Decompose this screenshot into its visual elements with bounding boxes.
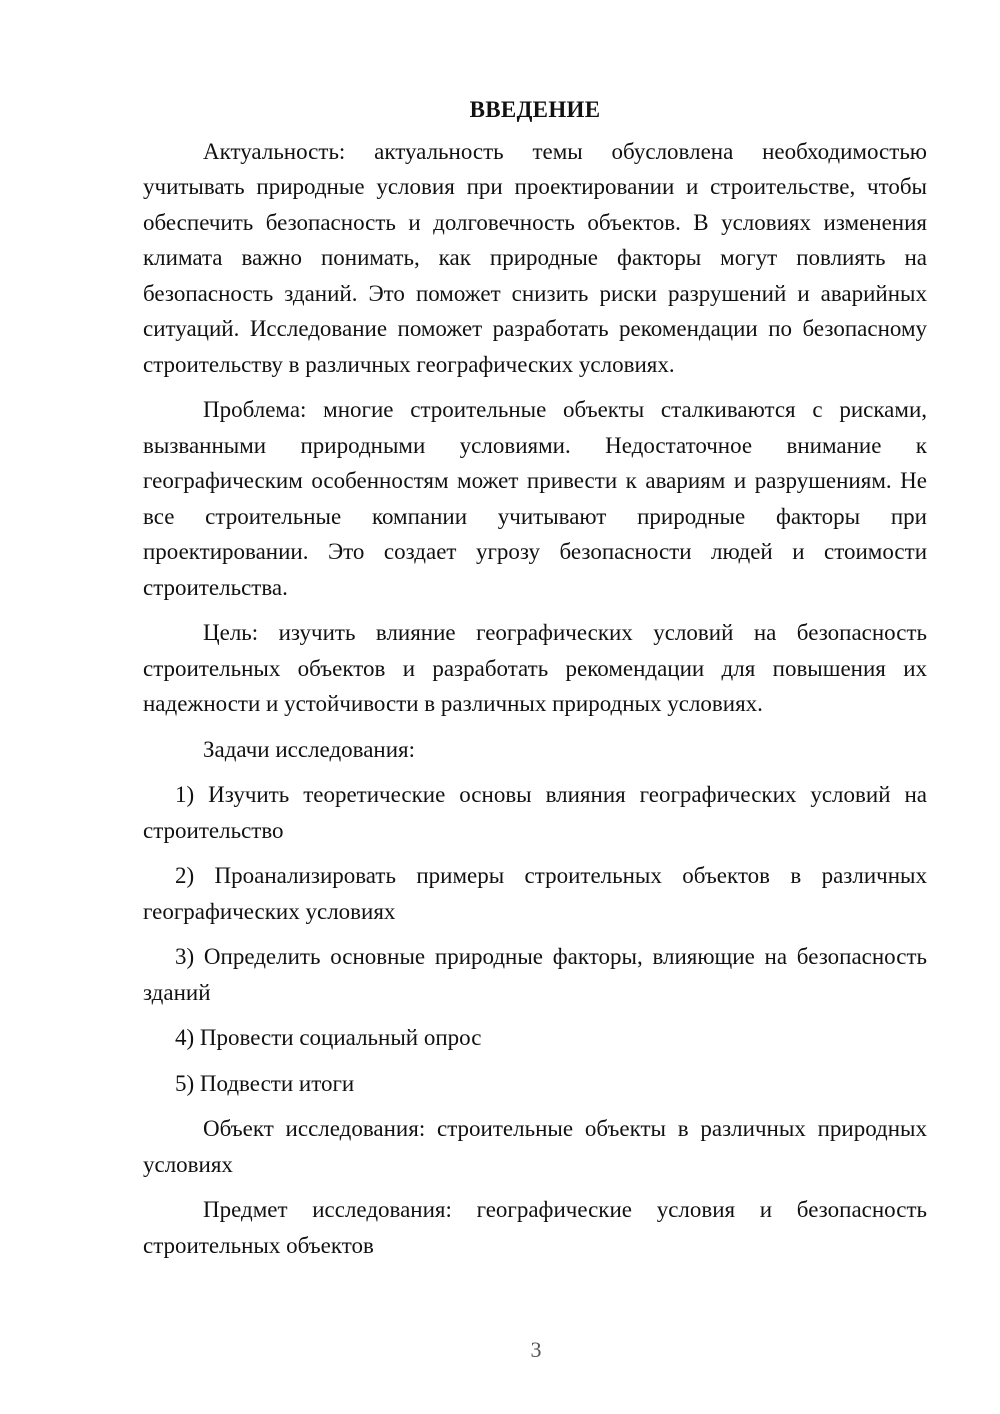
task-item: 5) Подвести итоги	[175, 1070, 355, 1096]
object-paragraph: Объект исследования: строительные объекты в различных природных условиях	[143, 1116, 927, 1177]
task-item: 1) Изучить теоретические основы влияния географических условий на строительство	[143, 782, 927, 843]
relevance-paragraph: Актуальность: актуальность темы обусловлена необходимостью учитывать природные условия при проектировании и строительстве, чтобы обеспечить безопасность и долговечность объектов. В условиях изменения климата важно понимать, как природные факторы могут повлиять на безопасность зданий. Это поможет снизить риски разрушений и аварийных ситуаций. Исследование поможет разработать рекомендации по безопасному строительству в различных географических условиях.	[143, 138, 927, 377]
subject-paragraph: Предмет исследования: географические условия и безопасность строительных объектов	[143, 1197, 927, 1258]
task-item: 2) Проанализировать примеры строительных объектов в различных географических условиях	[143, 863, 927, 924]
task-item: 4) Провести социальный опрос	[175, 1025, 482, 1050]
tasks-heading: Задачи исследования:	[203, 736, 416, 762]
page-content	[143, 92, 927, 1273]
goal-paragraph: Цель: изучить влияние географических условий на безопасность строительных объектов и разработать рекомендации для повышения их надежности и устойчивости в различных природных условиях.	[143, 620, 927, 716]
page-title: ВВЕДЕНИЕ	[469, 97, 601, 122]
problem-paragraph: Проблема: многие строительные объекты сталкиваются с рисками, вызванными природными условиями. Недостаточное внимание к географическим особенностям может привести к авариям и разрушениям. Не все строительные компании учитывают природные факторы при проектировании. Это создает угрозу безопасности людей и стоимости строительства.	[143, 397, 927, 600]
page-number: 3	[530, 1337, 542, 1362]
task-item: 3) Определить основные природные факторы, влияющие на безопасность зданий	[143, 944, 927, 1005]
